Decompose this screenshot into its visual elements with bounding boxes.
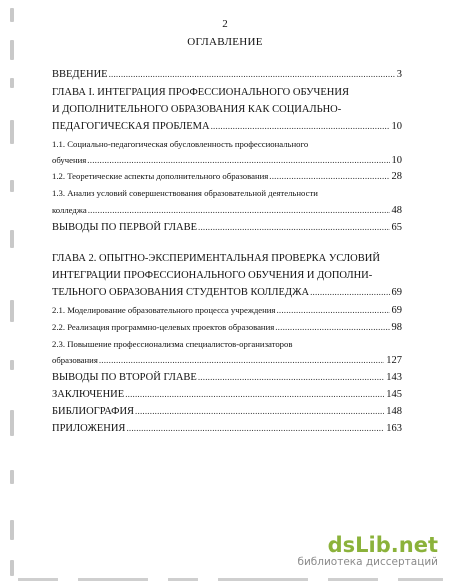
dot-leader (125, 388, 384, 400)
toc-page-number: 69 (391, 287, 402, 298)
watermark-logo: dsLib.net (327, 533, 438, 557)
toc-entry-introduction[interactable] (52, 68, 402, 81)
toc-page-number: 148 (386, 406, 402, 417)
toc-entry-label: ВВЕДЕНИЕ (52, 69, 108, 80)
toc-page-number: 163 (386, 423, 402, 434)
toc-entry-label: 1.2. Теоретические аспекты дополнительного образования (52, 171, 269, 181)
toc-entry-chapter1[interactable] (52, 120, 402, 133)
toc-entry-conclusion[interactable] (52, 388, 402, 401)
toc-entry-section-2-2[interactable] (52, 321, 402, 334)
toc-entry-label: БИБЛИОГРАФИЯ (52, 406, 135, 417)
toc-page-number: 3 (396, 69, 402, 80)
toc-page-number: 127 (386, 355, 402, 366)
toc-entry-label: ЗАКЛЮЧЕНИЕ (52, 389, 125, 400)
toc-page-number: 69 (391, 305, 402, 316)
watermark[interactable] (297, 534, 438, 569)
toc-entry-label: 2.2. Реализация программно-целевых проектов образования (52, 322, 275, 332)
toc-entry-label: образования (52, 355, 98, 365)
toc-entry-section-2-1[interactable] (52, 304, 402, 317)
dot-leader (109, 68, 395, 80)
watermark-subtitle: библиотека диссертаций (297, 556, 438, 568)
toc-entry-section-2-3[interactable] (52, 354, 402, 367)
toc-entry-label: колледжа (52, 205, 87, 215)
toc-section-1-1-line1: 1.1. Социально-педагогическая обусловленность профессионального (52, 139, 309, 149)
toc-entry-section-1-1[interactable] (52, 154, 402, 167)
toc-entry-label: 2.1. Моделирование образовательного процесса учреждения (52, 305, 276, 315)
toc-section-2-3-line1: 2.3. Повышение профессионализма специалистов-организаторов (52, 339, 293, 349)
dot-leader (126, 422, 384, 434)
toc-page-number: 143 (386, 372, 402, 383)
toc-chapter1-line1: ГЛАВА I. ИНТЕГРАЦИЯ ПРОФЕССИОНАЛЬНОГО ОБУЧЕНИЯ (52, 87, 349, 98)
toc-entry-bibliography[interactable] (52, 405, 402, 418)
toc-section-1-3-line1: 1.3. Анализ условий совершенствования образовательной деятельности (52, 188, 318, 198)
toc-page-number: 28 (391, 171, 402, 182)
scan-edge-left (10, 0, 16, 582)
dot-leader (198, 221, 390, 233)
toc-page-number: 145 (386, 389, 402, 400)
dot-leader (310, 286, 389, 298)
toc-page-number: 10 (391, 155, 402, 166)
toc-chapter2-line2: ИНТЕГРАЦИИ ПРОФЕССИОНАЛЬНОГО ОБУЧЕНИЯ И ДОПОЛНИ- (52, 270, 373, 281)
dot-leader (88, 204, 390, 216)
dot-leader (99, 354, 384, 366)
dot-leader (275, 321, 389, 333)
dot-leader (276, 304, 389, 316)
toc-entry-appendix[interactable] (52, 422, 402, 435)
dot-leader (269, 170, 389, 182)
dot-leader (198, 371, 384, 383)
toc-entry-label: ВЫВОДЫ ПО ВТОРОЙ ГЛАВЕ (52, 372, 197, 383)
toc-page-number: 65 (391, 222, 402, 233)
dot-leader (87, 154, 389, 166)
toc-entry-chapter2[interactable] (52, 286, 402, 299)
dot-leader (211, 120, 390, 132)
scan-edge-bottom (18, 576, 450, 582)
toc-entry-label: ПЕДАГОГИЧЕСКАЯ ПРОБЛЕМА (52, 121, 210, 132)
toc-page-number: 98 (391, 322, 402, 333)
toc-entry-label: ПРИЛОЖЕНИЯ (52, 423, 126, 434)
toc-entry-chapter1-conclusions[interactable] (52, 221, 402, 234)
dot-leader (135, 405, 384, 417)
toc-entry-section-1-2[interactable] (52, 170, 402, 183)
toc-entry-chapter2-conclusions[interactable] (52, 371, 402, 384)
toc-entry-section-1-3[interactable] (52, 204, 402, 217)
toc-page-number: 48 (391, 205, 402, 216)
toc-entry-label: ВЫВОДЫ ПО ПЕРВОЙ ГЛАВЕ (52, 222, 197, 233)
toc-entry-label: ТЕЛЬНОГО ОБРАЗОВАНИЯ СТУДЕНТОВ КОЛЛЕДЖА (52, 287, 310, 298)
page-title: ОГЛАВЛЕНИЕ (187, 36, 263, 48)
toc-chapter1-line2: И ДОПОЛНИТЕЛЬНОГО ОБРАЗОВАНИЯ КАК СОЦИАЛЬНО- (52, 104, 342, 115)
toc-chapter2-line1: ГЛАВА 2. ОПЫТНО-ЭКСПЕРИМЕНТАЛЬНАЯ ПРОВЕРКА УСЛОВИЙ (52, 253, 380, 264)
toc-page-number: 10 (391, 121, 402, 132)
page-number: 2 (222, 18, 228, 30)
toc-entry-label: обучения (52, 155, 87, 165)
